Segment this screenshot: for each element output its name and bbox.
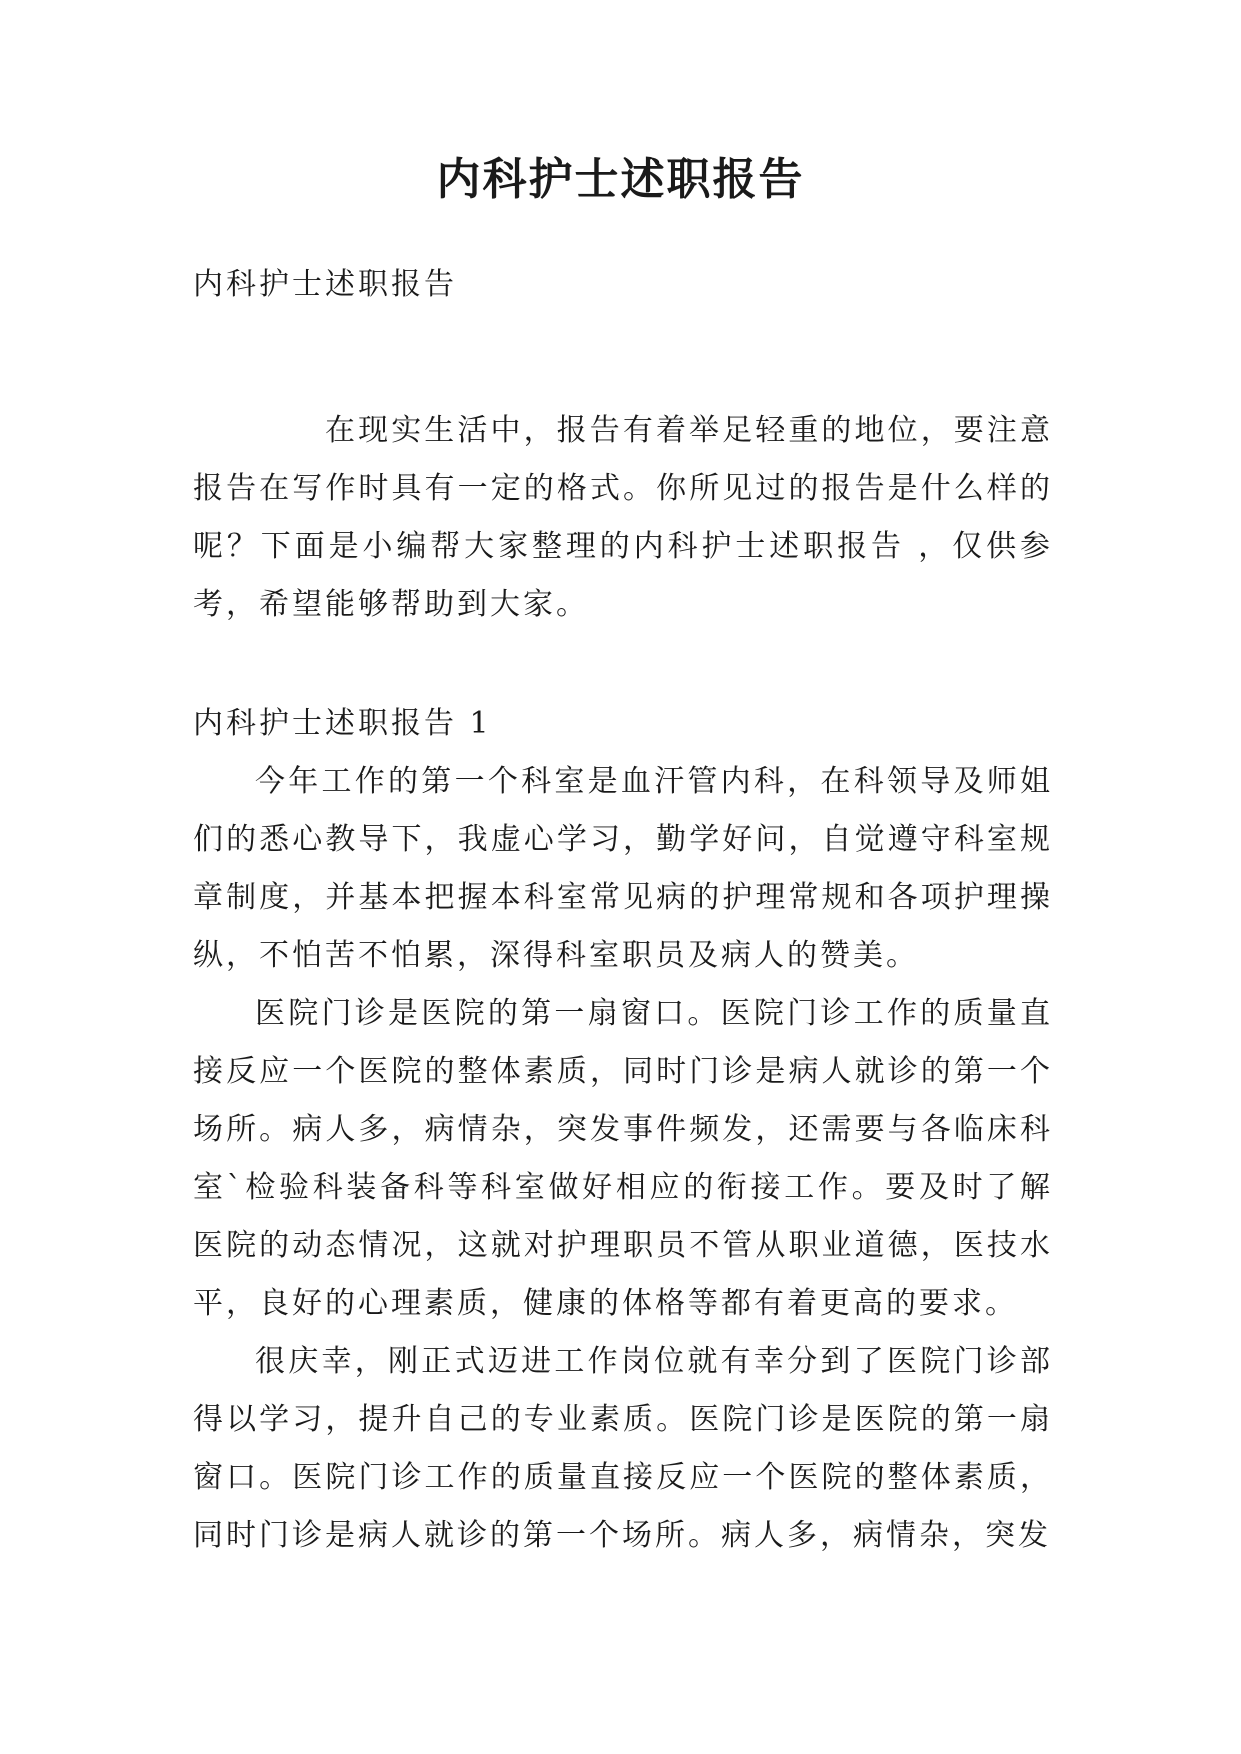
intro-paragraph: 在现实生活中，报告有着举足轻重的地位，要注意报告在写作时具有一定的格式。你所见过的报告是什么样的呢？下面是小编帮大家整理的内科护士述职报告 ，仅供参考，希望能够帮助到大家。 xyxy=(193,413,1053,622)
body-paragraph: 很庆幸，刚正式迈进工作岗位就有幸分到了医院门诊部得以学习，提升自己的专业素质。医院门诊是医院的第一扇窗口。医院门诊工作的质量直接反应一个医院的整体素质，同时门诊是病人就诊的第一个场所。病人多，病情杂，突发 xyxy=(193,1344,1053,1553)
section-heading: 内科护士述职报告 1 xyxy=(193,706,492,741)
body-paragraph: 医院门诊是医院的第一扇窗口。医院门诊工作的质量直接反应一个医院的整体素质，同时门诊是病人就诊的第一个场所。病人多，病情杂，突发事件频发，还需要与各临床科室`检验科装备科等科室做好相应的衔接工作。要及时了解医院的动态情况，这就对护理职员不管从职业道德，医技水平，良好的心理素质，健康的体格等都有着更高的要求。 xyxy=(193,996,1053,1321)
body-paragraph: 今年工作的第一个科室是血汗管内科，在科领导及师姐们的悉心教导下，我虚心学习，勤学好问，自觉遵守科室规章制度，并基本把握本科室常见病的护理常规和各项护理操纵，不怕苦不怕累，深得科室职员及病人的赞美。 xyxy=(193,764,1053,973)
section-1 xyxy=(193,695,1053,1565)
document-subtitle: 内科护士述职报告 xyxy=(193,267,457,302)
document-title: 内科护士述职报告 xyxy=(436,154,805,205)
